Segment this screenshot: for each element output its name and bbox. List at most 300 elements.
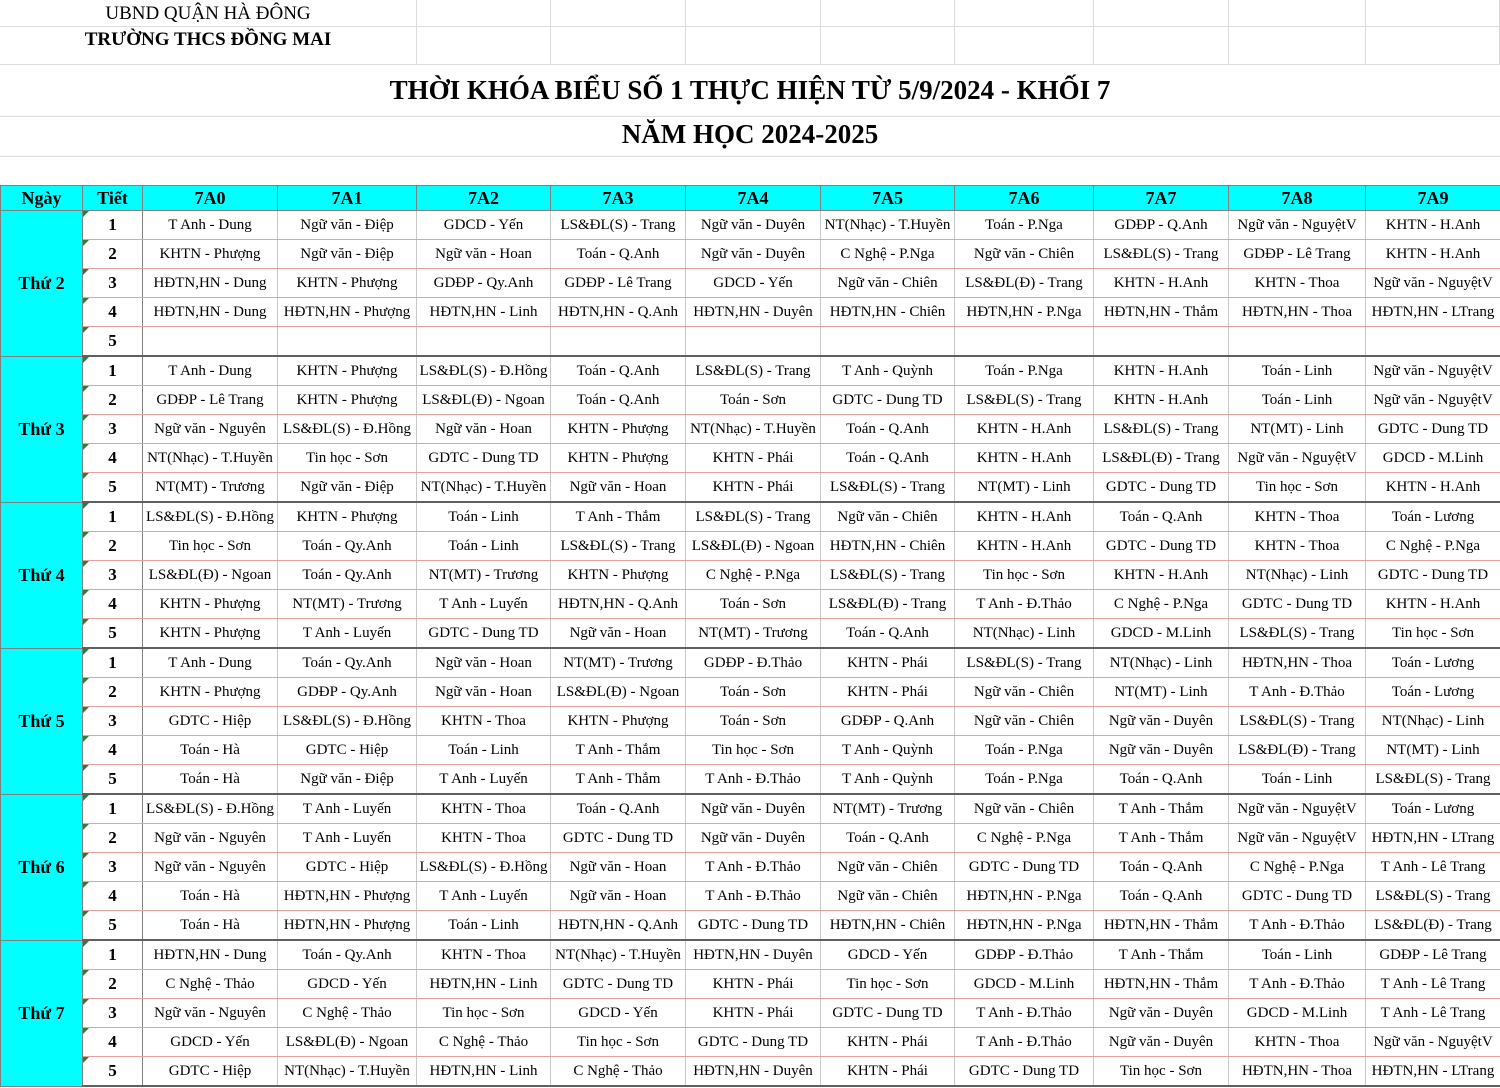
lesson-cell[interactable]: HĐTN,HN - Q.Anh <box>551 911 686 941</box>
lesson-cell[interactable]: KHTN - Phái <box>821 648 955 678</box>
period-cell[interactable] <box>83 940 143 970</box>
lesson-cell[interactable]: Toán - Q.Anh <box>551 386 686 415</box>
lesson-cell[interactable]: HĐTN,HN - Dung <box>143 940 278 970</box>
lesson-cell[interactable] <box>551 327 686 357</box>
lesson-cell[interactable]: GDĐP - Qy.Anh <box>278 678 417 707</box>
lesson-cell[interactable]: Ngữ văn - Chiên <box>821 882 955 911</box>
lesson-cell[interactable]: Toán - Sơn <box>686 386 821 415</box>
lesson-cell[interactable]: Toán - Q.Anh <box>1094 853 1229 882</box>
lesson-cell[interactable]: HĐTN,HN - Duyên <box>686 298 821 327</box>
lesson-cell[interactable]: NT(Nhạc) - T.Huyền <box>417 473 551 503</box>
day-cell[interactable]: Thứ 6 <box>1 794 83 940</box>
lesson-cell[interactable]: NT(Nhạc) - T.Huyền <box>551 940 686 970</box>
lesson-cell[interactable]: KHTN - Phái <box>821 678 955 707</box>
class-header[interactable]: 7A6 <box>955 186 1094 211</box>
lesson-cell[interactable]: NT(MT) - Linh <box>1094 678 1229 707</box>
lesson-cell[interactable] <box>1229 327 1366 357</box>
lesson-cell[interactable]: KHTN - Thoa <box>417 824 551 853</box>
lesson-cell[interactable]: C Nghệ - Thảo <box>417 1028 551 1057</box>
lesson-cell[interactable]: Ngữ văn - Duyên <box>1094 736 1229 765</box>
lesson-cell[interactable]: HĐTN,HN - LTrang <box>1366 1057 1500 1087</box>
lesson-cell[interactable]: KHTN - Phái <box>821 1028 955 1057</box>
lesson-cell[interactable]: Ngữ văn - NguyệtV <box>1229 824 1366 853</box>
lesson-cell[interactable]: NT(MT) - Trương <box>143 473 278 503</box>
lesson-cell[interactable]: Toán - Qy.Anh <box>278 532 417 561</box>
lesson-cell[interactable]: C Nghệ - P.Nga <box>1094 590 1229 619</box>
lesson-cell[interactable]: Ngữ văn - Chiên <box>955 240 1094 269</box>
lesson-cell[interactable]: Toán - Q.Anh <box>821 444 955 473</box>
lesson-cell[interactable]: Ngữ văn - Chiên <box>821 502 955 532</box>
lesson-cell[interactable]: KHTN - H.Anh <box>955 444 1094 473</box>
lesson-cell[interactable]: GDCD - Yến <box>686 269 821 298</box>
lesson-cell[interactable]: KHTN - Phượng <box>551 415 686 444</box>
lesson-cell[interactable]: HĐTN,HN - Dung <box>143 269 278 298</box>
lesson-cell[interactable]: GDĐP - Đ.Thảo <box>686 648 821 678</box>
lesson-cell[interactable]: LS&ĐL(S) - Trang <box>1366 882 1500 911</box>
lesson-cell[interactable]: T Anh - Đ.Thảo <box>955 1028 1094 1057</box>
lesson-cell[interactable]: T Anh - Dung <box>143 356 278 386</box>
lesson-cell[interactable]: T Anh - Luyến <box>278 794 417 824</box>
period-cell[interactable] <box>83 1057 143 1087</box>
lesson-cell[interactable]: Tin học - Sơn <box>417 999 551 1028</box>
lesson-cell[interactable]: T Anh - Đ.Thảo <box>955 999 1094 1028</box>
lesson-cell[interactable]: Ngữ văn - Nguyên <box>143 415 278 444</box>
period-cell[interactable] <box>83 970 143 999</box>
period-cell[interactable] <box>83 502 143 532</box>
lesson-cell[interactable]: HĐTN,HN - Q.Anh <box>551 590 686 619</box>
period-cell[interactable] <box>83 327 143 357</box>
class-header[interactable]: 7A0 <box>143 186 278 211</box>
lesson-cell[interactable]: NT(Nhạc) - T.Huyền <box>821 211 955 240</box>
lesson-cell[interactable]: KHTN - Thoa <box>417 794 551 824</box>
lesson-cell[interactable]: HĐTN,HN - Linh <box>417 1057 551 1087</box>
lesson-cell[interactable]: Toán - Hà <box>143 736 278 765</box>
lesson-cell[interactable]: HĐTN,HN - Thắm <box>1094 911 1229 941</box>
lesson-cell[interactable]: LS&ĐL(Đ) - Ngoan <box>143 561 278 590</box>
lesson-cell[interactable]: KHTN - H.Anh <box>1094 561 1229 590</box>
lesson-cell[interactable]: Toán - Linh <box>1229 356 1366 386</box>
lesson-cell[interactable]: Tin học - Sơn <box>1366 619 1500 649</box>
lesson-cell[interactable]: HĐTN,HN - Duyên <box>686 1057 821 1087</box>
lesson-cell[interactable]: GDTC - Dung TD <box>955 853 1094 882</box>
lesson-cell[interactable]: GDTC - Dung TD <box>686 1028 821 1057</box>
lesson-cell[interactable]: HĐTN,HN - LTrang <box>1366 824 1500 853</box>
lesson-cell[interactable]: HĐTN,HN - Chiên <box>821 298 955 327</box>
lesson-cell[interactable]: LS&ĐL(Đ) - Ngoan <box>417 386 551 415</box>
lesson-cell[interactable]: Toán - Q.Anh <box>821 824 955 853</box>
lesson-cell[interactable]: GDTC - Dung TD <box>551 824 686 853</box>
lesson-cell[interactable]: HĐTN,HN - Chiên <box>821 532 955 561</box>
period-cell[interactable] <box>83 794 143 824</box>
period-cell[interactable] <box>83 824 143 853</box>
lesson-cell[interactable]: Ngữ văn - Nguyên <box>143 853 278 882</box>
lesson-cell[interactable]: C Nghệ - P.Nga <box>821 240 955 269</box>
lesson-cell[interactable]: Ngữ văn - Duyên <box>1094 707 1229 736</box>
lesson-cell[interactable]: Toán - Linh <box>417 911 551 941</box>
lesson-cell[interactable]: NT(MT) - Linh <box>1366 736 1500 765</box>
period-cell[interactable] <box>83 882 143 911</box>
lesson-cell[interactable]: Ngữ văn - Chiên <box>821 269 955 298</box>
lesson-cell[interactable]: HĐTN,HN - P.Nga <box>955 298 1094 327</box>
lesson-cell[interactable]: Ngữ văn - Hoan <box>417 415 551 444</box>
lesson-cell[interactable]: Toán - Q.Anh <box>821 619 955 649</box>
day-cell[interactable]: Thứ 7 <box>1 940 83 1086</box>
period-column-header[interactable]: Tiết <box>83 186 143 211</box>
lesson-cell[interactable]: T Anh - Lê Trang <box>1366 999 1500 1028</box>
lesson-cell[interactable]: NT(Nhạc) - Linh <box>1094 648 1229 678</box>
lesson-cell[interactable]: Ngữ văn - Điệp <box>278 765 417 795</box>
lesson-cell[interactable]: Ngữ văn - NguyệtV <box>1366 269 1500 298</box>
lesson-cell[interactable]: GDCD - Yến <box>143 1028 278 1057</box>
lesson-cell[interactable]: LS&ĐL(Đ) - Ngoan <box>551 678 686 707</box>
lesson-cell[interactable]: HĐTN,HN - Q.Anh <box>551 298 686 327</box>
period-cell[interactable] <box>83 240 143 269</box>
lesson-cell[interactable]: C Nghệ - P.Nga <box>1229 853 1366 882</box>
lesson-cell[interactable]: T Anh - Thắm <box>1094 824 1229 853</box>
lesson-cell[interactable]: Ngữ văn - NguyệtV <box>1229 211 1366 240</box>
lesson-cell[interactable]: Toán - Qy.Anh <box>278 940 417 970</box>
lesson-cell[interactable]: KHTN - H.Anh <box>955 532 1094 561</box>
lesson-cell[interactable]: Ngữ văn - Hoan <box>551 619 686 649</box>
lesson-cell[interactable]: LS&ĐL(S) - Trang <box>1094 240 1229 269</box>
lesson-cell[interactable]: KHTN - Thoa <box>417 707 551 736</box>
lesson-cell[interactable]: Tin học - Sơn <box>955 561 1094 590</box>
lesson-cell[interactable]: KHTN - H.Anh <box>1366 473 1500 503</box>
lesson-cell[interactable]: Ngữ văn - Duyên <box>686 824 821 853</box>
lesson-cell[interactable]: T Anh - Đ.Thảo <box>686 882 821 911</box>
lesson-cell[interactable] <box>278 327 417 357</box>
lesson-cell[interactable]: Ngữ văn - NguyệtV <box>1229 444 1366 473</box>
lesson-cell[interactable]: Tin học - Sơn <box>686 736 821 765</box>
period-cell[interactable] <box>83 444 143 473</box>
lesson-cell[interactable]: LS&ĐL(S) - Trang <box>686 502 821 532</box>
lesson-cell[interactable]: C Nghệ - Thảo <box>551 1057 686 1087</box>
lesson-cell[interactable]: KHTN - H.Anh <box>1366 240 1500 269</box>
lesson-cell[interactable]: Ngữ văn - Hoan <box>551 473 686 503</box>
lesson-cell[interactable]: NT(MT) - Trương <box>417 561 551 590</box>
lesson-cell[interactable]: Toán - Sơn <box>686 707 821 736</box>
lesson-cell[interactable]: LS&ĐL(S) - Đ.Hồng <box>278 415 417 444</box>
lesson-cell[interactable]: LS&ĐL(Đ) - Trang <box>1366 911 1500 941</box>
lesson-cell[interactable]: LS&ĐL(Đ) - Trang <box>1229 736 1366 765</box>
lesson-cell[interactable]: KHTN - Phượng <box>551 561 686 590</box>
class-header[interactable]: 7A4 <box>686 186 821 211</box>
lesson-cell[interactable]: KHTN - Phái <box>686 970 821 999</box>
lesson-cell[interactable]: C Nghệ - Thảo <box>278 999 417 1028</box>
lesson-cell[interactable]: GDTC - Dung TD <box>686 911 821 941</box>
lesson-cell[interactable]: LS&ĐL(S) - Trang <box>1229 707 1366 736</box>
lesson-cell[interactable]: Toán - Linh <box>417 736 551 765</box>
period-cell[interactable] <box>83 999 143 1028</box>
lesson-cell[interactable]: LS&ĐL(Đ) - Trang <box>955 269 1094 298</box>
lesson-cell[interactable]: Toán - P.Nga <box>955 765 1094 795</box>
lesson-cell[interactable]: KHTN - Phái <box>686 444 821 473</box>
lesson-cell[interactable]: GDTC - Dung TD <box>1229 590 1366 619</box>
lesson-cell[interactable]: C Nghệ - Thảo <box>143 970 278 999</box>
lesson-cell[interactable]: HĐTN,HN - Duyên <box>686 940 821 970</box>
lesson-cell[interactable]: Ngữ văn - Hoan <box>417 678 551 707</box>
lesson-cell[interactable]: GDTC - Dung TD <box>551 970 686 999</box>
lesson-cell[interactable]: KHTN - Phượng <box>278 356 417 386</box>
lesson-cell[interactable]: NT(MT) - Trương <box>551 648 686 678</box>
period-cell[interactable] <box>83 356 143 386</box>
lesson-cell[interactable]: LS&ĐL(S) - Đ.Hồng <box>278 707 417 736</box>
lesson-cell[interactable]: Ngữ văn - Duyên <box>686 794 821 824</box>
lesson-cell[interactable]: GDTC - Hiệp <box>278 736 417 765</box>
lesson-cell[interactable]: GDĐP - Q.Anh <box>821 707 955 736</box>
lesson-cell[interactable]: T Anh - Dung <box>143 648 278 678</box>
lesson-cell[interactable]: Toán - Sơn <box>686 678 821 707</box>
lesson-cell[interactable]: NT(MT) - Linh <box>1229 415 1366 444</box>
lesson-cell[interactable]: Ngữ văn - Hoan <box>417 648 551 678</box>
class-header[interactable]: 7A9 <box>1366 186 1500 211</box>
lesson-cell[interactable]: T Anh - Thắm <box>1094 794 1229 824</box>
lesson-cell[interactable]: Toán - Linh <box>417 532 551 561</box>
lesson-cell[interactable]: Toán - Qy.Anh <box>278 561 417 590</box>
day-cell[interactable]: Thứ 3 <box>1 356 83 502</box>
lesson-cell[interactable]: HĐTN,HN - Thoa <box>1229 298 1366 327</box>
lesson-cell[interactable]: Tin học - Sơn <box>1094 1057 1229 1087</box>
lesson-cell[interactable]: Toán - Lương <box>1366 648 1500 678</box>
lesson-cell[interactable] <box>955 327 1094 357</box>
lesson-cell[interactable]: GDTC - Hiệp <box>143 1057 278 1087</box>
lesson-cell[interactable]: NT(Nhạc) - Linh <box>1229 561 1366 590</box>
period-cell[interactable] <box>83 1028 143 1057</box>
lesson-cell[interactable]: NT(MT) - Trương <box>278 590 417 619</box>
lesson-cell[interactable]: NT(MT) - Linh <box>955 473 1094 503</box>
lesson-cell[interactable]: HĐTN,HN - Phượng <box>278 882 417 911</box>
lesson-cell[interactable]: T Anh - Luyến <box>278 619 417 649</box>
lesson-cell[interactable]: T Anh - Thắm <box>551 765 686 795</box>
lesson-cell[interactable]: LS&ĐL(S) - Đ.Hồng <box>143 794 278 824</box>
period-cell[interactable] <box>83 386 143 415</box>
lesson-cell[interactable]: LS&ĐL(S) - Đ.Hồng <box>417 853 551 882</box>
lesson-cell[interactable]: Toán - Q.Anh <box>551 356 686 386</box>
lesson-cell[interactable]: T Anh - Luyến <box>417 765 551 795</box>
period-cell[interactable] <box>83 269 143 298</box>
lesson-cell[interactable]: Ngữ văn - Nguyên <box>143 824 278 853</box>
lesson-cell[interactable]: NT(Nhạc) - T.Huyền <box>686 415 821 444</box>
lesson-cell[interactable]: Toán - Q.Anh <box>1094 882 1229 911</box>
period-cell[interactable] <box>83 853 143 882</box>
lesson-cell[interactable]: KHTN - H.Anh <box>955 502 1094 532</box>
lesson-cell[interactable]: GDCD - Yến <box>551 999 686 1028</box>
lesson-cell[interactable]: KHTN - Phượng <box>278 269 417 298</box>
lesson-cell[interactable]: KHTN - Thoa <box>1229 532 1366 561</box>
lesson-cell[interactable]: T Anh - Đ.Thảo <box>1229 678 1366 707</box>
lesson-cell[interactable]: KHTN - Phượng <box>143 619 278 649</box>
lesson-cell[interactable]: T Anh - Luyến <box>278 824 417 853</box>
lesson-cell[interactable]: Ngữ văn - Nguyên <box>143 999 278 1028</box>
lesson-cell[interactable]: GDCD - M.Linh <box>1094 619 1229 649</box>
lesson-cell[interactable]: HĐTN,HN - Thoa <box>1229 1057 1366 1087</box>
lesson-cell[interactable]: GDCD - Yến <box>278 970 417 999</box>
lesson-cell[interactable] <box>821 327 955 357</box>
lesson-cell[interactable]: T Anh - Dung <box>143 211 278 240</box>
lesson-cell[interactable]: Ngữ văn - Điệp <box>278 240 417 269</box>
class-header[interactable]: 7A3 <box>551 186 686 211</box>
lesson-cell[interactable]: LS&ĐL(Đ) - Ngoan <box>686 532 821 561</box>
lesson-cell[interactable]: Toán - Linh <box>1229 940 1366 970</box>
lesson-cell[interactable]: HĐTN,HN - P.Nga <box>955 911 1094 941</box>
lesson-cell[interactable]: HĐTN,HN - Thoa <box>1229 648 1366 678</box>
lesson-cell[interactable]: GDTC - Dung TD <box>1366 415 1500 444</box>
period-cell[interactable] <box>83 707 143 736</box>
lesson-cell[interactable]: Ngữ văn - Duyên <box>686 240 821 269</box>
lesson-cell[interactable]: Toán - P.Nga <box>955 736 1094 765</box>
lesson-cell[interactable]: GDTC - Dung TD <box>1094 532 1229 561</box>
lesson-cell[interactable]: LS&ĐL(S) - Đ.Hồng <box>143 502 278 532</box>
lesson-cell[interactable]: HĐTN,HN - Thắm <box>1094 970 1229 999</box>
lesson-cell[interactable]: HĐTN,HN - LTrang <box>1366 298 1500 327</box>
lesson-cell[interactable]: T Anh - Đ.Thảo <box>1229 911 1366 941</box>
lesson-cell[interactable]: Toán - Q.Anh <box>821 415 955 444</box>
lesson-cell[interactable]: LS&ĐL(Đ) - Trang <box>1094 444 1229 473</box>
lesson-cell[interactable] <box>143 327 278 357</box>
lesson-cell[interactable]: NT(Nhạc) - Linh <box>955 619 1094 649</box>
lesson-cell[interactable]: GDĐP - Lê Trang <box>143 386 278 415</box>
lesson-cell[interactable]: KHTN - H.Anh <box>955 415 1094 444</box>
lesson-cell[interactable]: T Anh - Lê Trang <box>1366 853 1500 882</box>
lesson-cell[interactable]: T Anh - Quỳnh <box>821 356 955 386</box>
lesson-cell[interactable]: KHTN - Phượng <box>143 678 278 707</box>
period-cell[interactable] <box>83 911 143 941</box>
lesson-cell[interactable]: KHTN - Phái <box>821 1057 955 1087</box>
day-column-header[interactable]: Ngày <box>1 186 83 211</box>
lesson-cell[interactable]: KHTN - Thoa <box>417 940 551 970</box>
lesson-cell[interactable]: Ngữ văn - Duyên <box>1094 999 1229 1028</box>
lesson-cell[interactable]: KHTN - H.Anh <box>1366 590 1500 619</box>
lesson-cell[interactable]: KHTN - Thoa <box>1229 502 1366 532</box>
period-cell[interactable] <box>83 561 143 590</box>
lesson-cell[interactable]: Toán - Lương <box>1366 678 1500 707</box>
lesson-cell[interactable]: KHTN - Thoa <box>1229 1028 1366 1057</box>
lesson-cell[interactable]: T Anh - Thắm <box>1094 940 1229 970</box>
period-cell[interactable] <box>83 648 143 678</box>
lesson-cell[interactable]: GDĐP - Lê Trang <box>1229 240 1366 269</box>
lesson-cell[interactable]: KHTN - H.Anh <box>1094 269 1229 298</box>
lesson-cell[interactable]: GDTC - Dung TD <box>417 444 551 473</box>
lesson-cell[interactable]: HĐTN,HN - Dung <box>143 298 278 327</box>
lesson-cell[interactable]: KHTN - Phái <box>686 999 821 1028</box>
lesson-cell[interactable]: LS&ĐL(S) - Trang <box>955 648 1094 678</box>
lesson-cell[interactable] <box>686 327 821 357</box>
day-cell[interactable]: Thứ 5 <box>1 648 83 794</box>
lesson-cell[interactable]: T Anh - Đ.Thảo <box>686 853 821 882</box>
lesson-cell[interactable]: Ngữ văn - NguyệtV <box>1366 356 1500 386</box>
lesson-cell[interactable]: LS&ĐL(Đ) - Trang <box>821 590 955 619</box>
lesson-cell[interactable]: T Anh - Quỳnh <box>821 765 955 795</box>
lesson-cell[interactable]: GDTC - Hiệp <box>143 707 278 736</box>
lesson-cell[interactable]: Tin học - Sơn <box>143 532 278 561</box>
lesson-cell[interactable]: Ngữ văn - Chiên <box>821 853 955 882</box>
lesson-cell[interactable]: GDCD - Yến <box>821 940 955 970</box>
lesson-cell[interactable]: KHTN - Phượng <box>551 707 686 736</box>
lesson-cell[interactable]: GDTC - Dung TD <box>417 619 551 649</box>
lesson-cell[interactable]: Toán - Sơn <box>686 590 821 619</box>
lesson-cell[interactable] <box>417 327 551 357</box>
lesson-cell[interactable]: HĐTN,HN - Phượng <box>278 911 417 941</box>
lesson-cell[interactable]: KHTN - Thoa <box>1229 269 1366 298</box>
lesson-cell[interactable]: KHTN - Phượng <box>278 502 417 532</box>
lesson-cell[interactable]: HĐTN,HN - P.Nga <box>955 882 1094 911</box>
lesson-cell[interactable]: Ngữ văn - Hoan <box>551 853 686 882</box>
lesson-cell[interactable]: GDTC - Hiệp <box>278 853 417 882</box>
lesson-cell[interactable]: Ngữ văn - NguyệtV <box>1229 794 1366 824</box>
lesson-cell[interactable]: Ngữ văn - Duyên <box>686 211 821 240</box>
lesson-cell[interactable]: T Anh - Thắm <box>551 736 686 765</box>
lesson-cell[interactable]: Toán - Lương <box>1366 794 1500 824</box>
lesson-cell[interactable]: NT(Nhạc) - T.Huyền <box>143 444 278 473</box>
lesson-cell[interactable]: Toán - Q.Anh <box>1094 502 1229 532</box>
lesson-cell[interactable]: Toán - Q.Anh <box>551 794 686 824</box>
lesson-cell[interactable]: KHTN - Phái <box>686 473 821 503</box>
period-cell[interactable] <box>83 736 143 765</box>
period-cell[interactable] <box>83 619 143 649</box>
lesson-cell[interactable]: Toán - Lương <box>1366 502 1500 532</box>
lesson-cell[interactable]: C Nghệ - P.Nga <box>686 561 821 590</box>
class-header[interactable]: 7A7 <box>1094 186 1229 211</box>
lesson-cell[interactable]: Ngữ văn - NguyệtV <box>1366 386 1500 415</box>
lesson-cell[interactable]: Ngữ văn - Chiên <box>955 678 1094 707</box>
period-cell[interactable] <box>83 473 143 503</box>
lesson-cell[interactable]: Toán - Qy.Anh <box>278 648 417 678</box>
lesson-cell[interactable]: Tin học - Sơn <box>278 444 417 473</box>
lesson-cell[interactable]: GDĐP - Q.Anh <box>1094 211 1229 240</box>
lesson-cell[interactable]: KHTN - H.Anh <box>1094 386 1229 415</box>
period-cell[interactable] <box>83 678 143 707</box>
lesson-cell[interactable]: GDĐP - Đ.Thảo <box>955 940 1094 970</box>
lesson-cell[interactable]: Toán - Hà <box>143 765 278 795</box>
lesson-cell[interactable]: Ngữ văn - Chiên <box>955 794 1094 824</box>
lesson-cell[interactable]: T Anh - Đ.Thảo <box>955 590 1094 619</box>
lesson-cell[interactable]: T Anh - Lê Trang <box>1366 970 1500 999</box>
lesson-cell[interactable]: T Anh - Đ.Thảo <box>1229 970 1366 999</box>
lesson-cell[interactable]: Toán - P.Nga <box>955 356 1094 386</box>
day-cell[interactable]: Thứ 4 <box>1 502 83 648</box>
lesson-cell[interactable]: GDĐP - Lê Trang <box>551 269 686 298</box>
lesson-cell[interactable]: KHTN - H.Anh <box>1094 356 1229 386</box>
lesson-cell[interactable]: LS&ĐL(S) - Trang <box>551 532 686 561</box>
lesson-cell[interactable]: LS&ĐL(S) - Trang <box>955 386 1094 415</box>
lesson-cell[interactable]: Tin học - Sơn <box>551 1028 686 1057</box>
lesson-cell[interactable]: C Nghệ - P.Nga <box>955 824 1094 853</box>
period-cell[interactable] <box>83 765 143 795</box>
lesson-cell[interactable]: Ngữ văn - Chiên <box>955 707 1094 736</box>
lesson-cell[interactable]: LS&ĐL(S) - Trang <box>1366 765 1500 795</box>
lesson-cell[interactable]: KHTN - Phượng <box>143 240 278 269</box>
lesson-cell[interactable]: GDTC - Dung TD <box>955 1057 1094 1087</box>
lesson-cell[interactable]: Tin học - Sơn <box>821 970 955 999</box>
lesson-cell[interactable]: NT(Nhạc) - Linh <box>1366 707 1500 736</box>
lesson-cell[interactable]: GDTC - Dung TD <box>821 999 955 1028</box>
lesson-cell[interactable]: Toán - P.Nga <box>955 211 1094 240</box>
lesson-cell[interactable]: KHTN - Phượng <box>551 444 686 473</box>
lesson-cell[interactable]: Toán - Linh <box>417 502 551 532</box>
lesson-cell[interactable]: NT(Nhạc) - T.Huyền <box>278 1057 417 1087</box>
lesson-cell[interactable]: KHTN - H.Anh <box>1366 211 1500 240</box>
lesson-cell[interactable]: GDCD - M.Linh <box>1229 999 1366 1028</box>
lesson-cell[interactable]: GDTC - Dung TD <box>821 386 955 415</box>
lesson-cell[interactable]: NT(MT) - Trương <box>686 619 821 649</box>
lesson-cell[interactable]: T Anh - Đ.Thảo <box>686 765 821 795</box>
lesson-cell[interactable]: GDCD - Yến <box>417 211 551 240</box>
lesson-cell[interactable]: GDCD - M.Linh <box>1366 444 1500 473</box>
lesson-cell[interactable]: LS&ĐL(S) - Trang <box>1229 619 1366 649</box>
class-header[interactable]: 7A2 <box>417 186 551 211</box>
lesson-cell[interactable]: NT(MT) - Trương <box>821 794 955 824</box>
lesson-cell[interactable]: T Anh - Thắm <box>551 502 686 532</box>
